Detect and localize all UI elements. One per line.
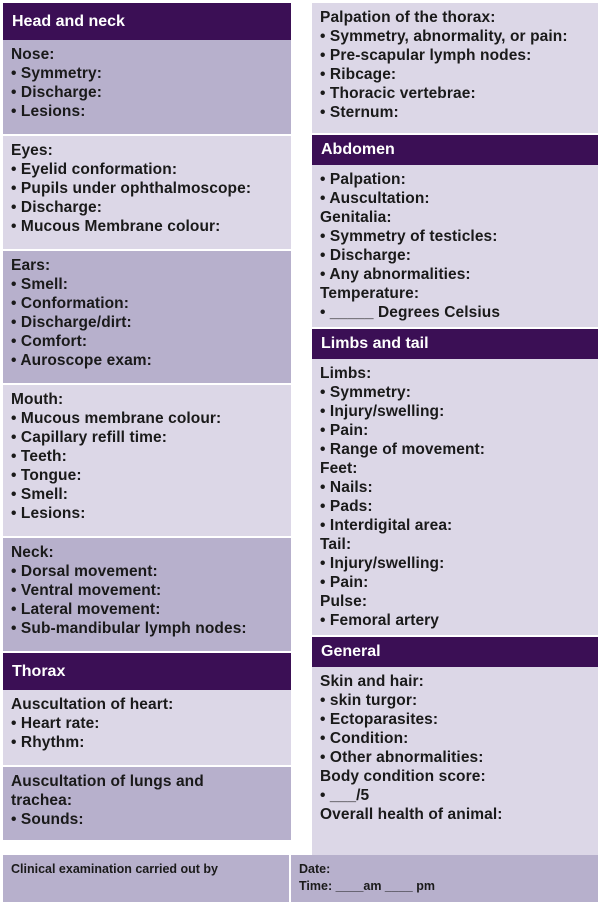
checklist-item: • Symmetry: [11,65,102,82]
checklist-block-skin-and-hair [312,667,598,866]
checklist-item: • skin turgor: [320,692,418,709]
checklist-item: • Range of movement: [320,441,486,458]
left-column [3,3,291,842]
checklist-item: • Symmetry, abnormality, or pain: [320,28,568,45]
checklist-item: • Lesions: [11,103,86,120]
checklist-item: • Ectoparasites: [320,711,439,728]
checklist-item: • Comfort: [11,333,88,350]
checklist-item: Overall health of animal: [320,806,503,823]
checklist-item: • Pain: [320,574,369,591]
checklist-item: • ___/5 [320,787,370,804]
checklist-item: Feet: [320,460,358,477]
checklist-item: • Conformation: [11,295,129,312]
checklist-item: • Sounds: [11,811,84,828]
checklist-item: • Rhythm: [11,734,85,751]
checklist-item: • Interdigital area: [320,517,453,534]
right-column [312,3,598,866]
checklist-block-auscultation-of-heart [3,690,291,767]
checklist-block-mouth [3,385,291,538]
checklist-item: • Discharge/dirt: [11,314,132,331]
checklist-block-neck [3,538,291,653]
section-header-general: General [312,637,598,667]
checklist-item: • Injury/swelling: [320,555,445,572]
checklist-item: • Discharge: [320,247,412,264]
section-header-thorax: Thorax [3,653,291,690]
block-heading: Eyes: [11,142,53,159]
checklist-item: Genitalia: [320,209,392,226]
block-heading: Neck: [11,544,54,561]
checklist-item: • Nails: [320,479,373,496]
checklist-item: • Symmetry of testicles: [320,228,498,245]
block-heading: Limbs: [320,365,372,382]
signature-footer [3,855,598,902]
block-heading: Palpation of the thorax: [320,9,496,26]
section-header-abdomen: Abdomen [312,135,598,165]
checklist-item: • Injury/swelling: [320,403,445,420]
checklist-item: • Heart rate: [11,715,100,732]
block-heading: Ears: [11,257,51,274]
time-label: Time: ____am ____ pm [299,879,435,893]
checklist-item: • _____ Degrees Celsius [320,304,501,321]
block-heading: Mouth: [11,391,64,408]
checklist-item: • Discharge: [11,84,103,101]
checklist-item: Temperature: [320,285,420,302]
checklist-item: • Pupils under ophthalmoscope: [11,180,252,197]
date-time-cell [291,855,598,902]
block-heading: Skin and hair: [320,673,424,690]
checklist-item: • Thoracic vertebrae: [320,85,476,102]
checklist-item: • Symmetry: [320,384,411,401]
checklist-item: • Any abnormalities: [320,266,471,283]
checklist-item: • Dorsal movement: [11,563,158,580]
checklist-block-limbs [312,359,598,637]
checklist-item: • Condition: [320,730,409,747]
checklist-item: • Smell: [11,486,69,503]
checklist-item: • Palpation: [320,171,406,188]
checklist-block-nose [3,40,291,136]
checklist-item: • Ribcage: [320,66,397,83]
checklist-item: • Femoral artery [320,612,440,629]
checklist-block-ears [3,251,291,385]
checklist-item: • Mucous Membrane colour: [11,218,221,235]
checklist-item: Pulse: [320,593,368,610]
checklist-item: • Pre-scapular lymph nodes: [320,47,532,64]
checklist-item: • Teeth: [11,448,67,465]
checklist-item: • Eyelid conformation: [11,161,178,178]
checklist-item: • Lesions: [11,505,86,522]
checklist-item: • Auroscope exam: [11,352,152,369]
checklist-item: Body condition score: [320,768,486,785]
checklist-item: • Other abnormalities: [320,749,484,766]
checklist-item: • Discharge: [11,199,103,216]
checklist-item: • Capillary refill time: [11,429,167,446]
block-heading: Nose: [11,46,55,63]
checklist-item: • Mucous membrane colour: [11,410,222,427]
checklist-item: • Pads: [320,498,373,515]
checklist-item: • Pain: [320,422,369,439]
checklist-item: • Ventral movement: [11,582,162,599]
checklist-item: • Smell: [11,276,69,293]
checklist-item: trachea: [11,792,73,809]
checklist-block-eyes [3,136,291,251]
checklist-item: • Auscultation: [320,190,430,207]
checklist-item: • Lateral movement: [11,601,161,618]
examiner-label: Clinical examination carried out by [3,855,291,902]
section-header-limbs-and-tail: Limbs and tail [312,329,598,359]
block-heading: Auscultation of heart: [11,696,174,713]
section-header-head-and-neck: Head and neck [3,3,291,40]
date-label: Date: [299,862,331,876]
checklist-block-palpation-of-the-thorax [312,3,598,135]
checklist-item: • Sternum: [320,104,399,121]
checklist-item: Tail: [320,536,352,553]
checklist-block-auscultation-of-lungs-and [3,767,291,842]
checklist-item: • Sub-mandibular lymph nodes: [11,620,247,637]
block-heading: Auscultation of lungs and [11,773,204,790]
checklist-block-palpation [312,165,598,329]
checklist-item: • Tongue: [11,467,82,484]
